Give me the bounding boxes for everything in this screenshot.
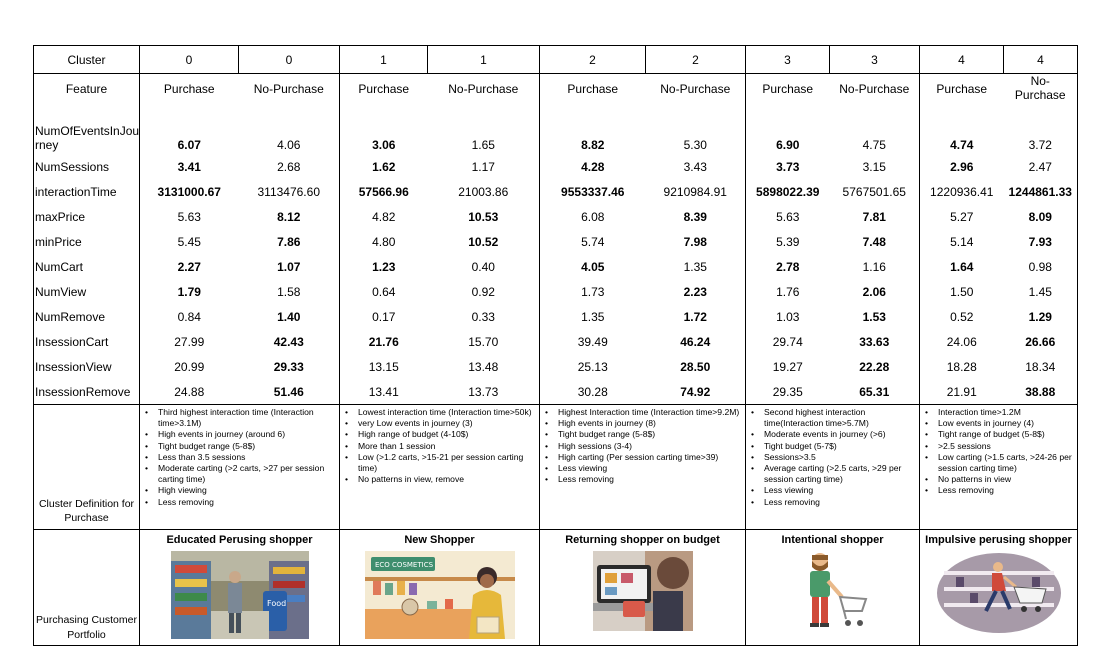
portfolio-title: Educated Perusing shopper	[166, 534, 313, 546]
data-row	[34, 304, 1078, 329]
value-cell: 6.08	[540, 204, 646, 229]
data-row	[34, 154, 1078, 179]
feature-name-line: rney	[35, 138, 59, 152]
eco-cosmetics-sign-text: ECO COSMETICS	[374, 561, 433, 569]
portfolio-title: Impulsive perusing shopper	[925, 534, 1072, 546]
portfolio-cell	[340, 530, 540, 646]
definition-item: • Less removing	[922, 485, 1075, 496]
definition-list	[748, 407, 917, 508]
definition-list	[142, 407, 337, 508]
value-cell: 5.63	[140, 204, 239, 229]
value-cell: 4.75	[862, 138, 886, 152]
definition-item: • More than 1 session	[342, 441, 537, 452]
cluster-id: 2	[646, 46, 746, 74]
definition-item: • Less removing	[142, 497, 337, 508]
definition-item: • Low events in journey (4)	[922, 418, 1075, 429]
value-cell: 1.65	[471, 138, 495, 152]
feature-name: NumRemove	[34, 304, 140, 329]
portfolio-title: Intentional shopper	[781, 534, 884, 546]
feature-name: NumSessions	[34, 154, 140, 179]
value-cell: 39.49	[540, 329, 646, 354]
value-cell: 1.79	[140, 279, 239, 304]
cluster-id: 4	[1004, 46, 1078, 74]
value-cell: 29.74	[746, 329, 830, 354]
value-cell: 1.35	[540, 304, 646, 329]
feature-name: InsessionCart	[34, 329, 140, 354]
value-cell: 8.82	[540, 120, 646, 154]
definition-item: • Second highest interaction time(Interaction time>5.7M)	[748, 407, 917, 429]
value-cell: 29.35	[746, 379, 830, 405]
definition-item: • High viewing	[142, 485, 337, 496]
definition-cell	[140, 405, 340, 530]
definition-item: • High sessions (3-4)	[542, 441, 743, 452]
value-cell: 0.64	[340, 279, 428, 304]
value-cell: 51.46	[273, 384, 304, 399]
definition-row	[34, 405, 1078, 530]
value-cell: 0.40	[471, 259, 495, 274]
value-cell: 24.06	[920, 329, 1004, 354]
value-cell: 0.52	[920, 304, 1004, 329]
definition-cell	[540, 405, 746, 530]
definition-item: • High events in journey (8)	[542, 418, 743, 429]
cluster-header-row	[34, 46, 1078, 74]
value-cell: 15.70	[468, 334, 499, 349]
value-cell: 5.14	[920, 229, 1004, 254]
definition-item: • Less removing	[748, 497, 917, 508]
value-cell: 10.52	[468, 234, 499, 249]
cluster-id: 0	[239, 46, 340, 74]
cluster-id: 1	[428, 46, 540, 74]
data-row	[34, 204, 1078, 229]
portfolio-row	[34, 530, 1078, 646]
data-row	[34, 179, 1078, 204]
value-cell: 6.90	[746, 120, 830, 154]
value-cell: 1220936.41	[920, 179, 1004, 204]
portfolio-cell	[746, 530, 920, 646]
data-row	[34, 279, 1078, 304]
definition-item: • Low (>1.2 carts, >15-21 per session carting time)	[342, 452, 537, 474]
cluster-id: 0	[140, 46, 239, 74]
value-cell: 1.29	[1004, 304, 1078, 329]
data-row	[34, 120, 1078, 154]
definition-item: • Less viewing	[542, 463, 743, 474]
portfolio-cell	[920, 530, 1078, 646]
cluster-table	[33, 45, 1078, 646]
feature-name: minPrice	[34, 229, 140, 254]
running-shopper-illustration	[936, 551, 1062, 635]
outcome-label: Purchase	[140, 74, 239, 121]
value-cell: 0.33	[471, 309, 495, 324]
value-cell: 3.15	[862, 159, 886, 174]
definition-item: • Average carting (>2.5 carts, >29 per session carting time)	[748, 463, 917, 485]
value-cell: 1.76	[746, 279, 830, 304]
value-cell: 5.27	[920, 204, 1004, 229]
value-cell: 2.06	[862, 284, 886, 299]
feature-name: InsessionRemove	[34, 379, 140, 405]
definition-list	[922, 407, 1075, 497]
definition-item: • Less viewing	[748, 485, 917, 496]
portfolio-cell	[540, 530, 746, 646]
value-cell: 57566.96	[340, 179, 428, 204]
value-cell: 1244861.33	[1004, 179, 1078, 204]
value-cell: 4.80	[340, 229, 428, 254]
value-cell: 5898022.39	[746, 179, 830, 204]
value-cell: 9553337.46	[540, 179, 646, 204]
online-shopping-photo	[593, 551, 693, 631]
value-cell: 21.76	[340, 329, 428, 354]
value-cell: 1.72	[683, 309, 707, 324]
definition-item: • very Low events in journey (3)	[342, 418, 537, 429]
feature-name: InsessionView	[34, 354, 140, 379]
data-row	[34, 254, 1078, 279]
portfolio-label: Purchasing Customer Portfolio	[34, 530, 140, 646]
value-cell: 65.31	[859, 384, 890, 399]
feature-name: maxPrice	[34, 204, 140, 229]
definition-item: • High range of budget (4-10$)	[342, 429, 537, 440]
cluster-id: 4	[920, 46, 1004, 74]
value-cell: 20.99	[140, 354, 239, 379]
outcome-label: Purchase	[340, 74, 428, 121]
value-cell: 4.05	[540, 254, 646, 279]
definition-item: • >2.5 sessions	[922, 441, 1075, 452]
outcome-label: No-Purchase	[1004, 74, 1078, 121]
value-cell: 24.88	[140, 379, 239, 405]
value-cell: 4.06	[277, 138, 301, 152]
definition-item: • High carting (Per session carting time>39)	[542, 452, 743, 463]
definition-label: Cluster Definition for Purchase	[34, 405, 140, 530]
value-cell: 1.07	[277, 259, 301, 274]
value-cell: 3.72	[1004, 120, 1078, 154]
value-cell: 13.15	[340, 354, 428, 379]
definition-item: • Tight budget range (5-8$)	[542, 429, 743, 440]
value-cell: 1.23	[340, 254, 428, 279]
value-cell: 1.16	[862, 259, 886, 274]
cosmetics-shop-illustration	[365, 551, 515, 639]
value-cell: 2.78	[746, 254, 830, 279]
value-cell: 1.53	[862, 309, 886, 324]
definition-item: • Highest Interaction time (Interaction time>9.2M)	[542, 407, 743, 418]
definition-item: • Sessions>3.5	[748, 452, 917, 463]
value-cell: 9210984.91	[663, 184, 727, 199]
value-cell: 0.17	[340, 304, 428, 329]
value-cell: 30.28	[540, 379, 646, 405]
definition-item: • Tight budget range (5-8$)	[142, 441, 337, 452]
value-cell: 18.28	[920, 354, 1004, 379]
value-cell: 3113476.60	[257, 184, 320, 199]
value-cell: 5.45	[140, 229, 239, 254]
value-cell: 21.91	[920, 379, 1004, 405]
value-cell: 22.28	[859, 359, 890, 374]
value-cell: 1.64	[920, 254, 1004, 279]
feature-name: NumView	[34, 279, 140, 304]
value-cell: 2.47	[1004, 154, 1078, 179]
value-cell: 1.45	[1004, 279, 1078, 304]
supermarket-aisle-photo	[171, 551, 309, 639]
definition-item: • Moderate events in journey (>6)	[748, 429, 917, 440]
definition-cell	[340, 405, 540, 530]
cluster-id: 3	[746, 46, 830, 74]
value-cell: 19.27	[746, 354, 830, 379]
definition-item: • Less removing	[542, 474, 743, 485]
value-cell: 3.43	[683, 159, 707, 174]
value-cell: 46.24	[680, 334, 711, 349]
outcome-label: Purchase	[920, 74, 1004, 121]
outcome-label: No-Purchase	[253, 82, 324, 96]
value-cell: 7.93	[1004, 229, 1078, 254]
value-cell: 7.48	[862, 234, 886, 249]
definition-item: • Less than 3.5 sessions	[142, 452, 337, 463]
value-cell: 4.28	[540, 154, 646, 179]
outcome-label: No-Purchase	[448, 82, 519, 96]
value-cell: 5.74	[540, 229, 646, 254]
data-row	[34, 329, 1078, 354]
outcome-label: No-Purchase	[839, 82, 910, 96]
definition-list	[542, 407, 743, 485]
value-cell: 1.62	[340, 154, 428, 179]
man-with-cart-illustration	[798, 551, 868, 635]
definition-list	[342, 407, 537, 485]
value-cell: 5.30	[683, 138, 707, 152]
value-cell: 8.09	[1004, 204, 1078, 229]
portfolio-title: New Shopper	[404, 534, 475, 546]
data-row	[34, 229, 1078, 254]
outcome-label: Purchase	[540, 74, 646, 121]
value-cell: 1.35	[683, 259, 707, 274]
value-cell: 5767501.65	[842, 184, 906, 199]
value-cell: 3.41	[140, 154, 239, 179]
feature-label: Feature	[34, 74, 140, 121]
data-row	[34, 379, 1078, 405]
value-cell: 1.73	[540, 279, 646, 304]
value-cell: 6.07	[140, 120, 239, 154]
cluster-id: 3	[830, 46, 920, 74]
feature-header-row	[34, 74, 1078, 121]
value-cell: 21003.86	[458, 184, 509, 199]
value-cell: 74.92	[680, 384, 711, 399]
definition-item: • Third highest interaction time (Interaction time>3.1M)	[142, 407, 337, 429]
value-cell: 28.50	[680, 359, 711, 374]
value-cell: 2.96	[920, 154, 1004, 179]
value-cell: 1.50	[920, 279, 1004, 304]
cluster-label: Cluster	[34, 46, 140, 74]
definition-item: • High events in journey (around 6)	[142, 429, 337, 440]
value-cell: 4.74	[920, 120, 1004, 154]
value-cell: 2.68	[277, 159, 301, 174]
value-cell: 3.73	[746, 154, 830, 179]
value-cell: 5.63	[746, 204, 830, 229]
value-cell: 7.98	[683, 234, 707, 249]
value-cell: 0.92	[471, 284, 495, 299]
feature-name: NumCart	[34, 254, 140, 279]
outcome-label: No-Purchase	[660, 82, 731, 96]
cluster-id: 2	[540, 46, 646, 74]
value-cell: 18.34	[1004, 354, 1078, 379]
data-row	[34, 354, 1078, 379]
definition-cell	[746, 405, 920, 530]
value-cell: 3131000.67	[140, 179, 239, 204]
definition-item: • Interaction time>1.2M	[922, 407, 1075, 418]
definition-item: • Lowest interaction time (Interaction time>50k)	[342, 407, 537, 418]
value-cell: 13.48	[468, 359, 499, 374]
value-cell: 10.53	[468, 209, 499, 224]
definition-item: • Tight range of budget (5-8$)	[922, 429, 1075, 440]
value-cell: 1.03	[746, 304, 830, 329]
value-cell: 8.39	[683, 209, 707, 224]
value-cell: 0.84	[140, 304, 239, 329]
value-cell: 7.86	[277, 234, 301, 249]
value-cell: 5.39	[746, 229, 830, 254]
value-cell: 33.63	[859, 334, 890, 349]
definition-item: • Low carting (>1.5 carts, >24-26 per session carting time)	[922, 452, 1075, 474]
value-cell: 8.12	[277, 209, 301, 224]
value-cell: 13.41	[340, 379, 428, 405]
value-cell: 1.58	[277, 284, 301, 299]
value-cell: 38.88	[1004, 379, 1078, 405]
value-cell: 0.98	[1004, 254, 1078, 279]
outcome-label: Purchase	[746, 74, 830, 121]
food-sign-text: Food	[266, 599, 286, 608]
portfolio-cell	[140, 530, 340, 646]
feature-name	[34, 120, 140, 154]
value-cell: 25.13	[540, 354, 646, 379]
value-cell: 1.17	[471, 159, 495, 174]
value-cell: 1.40	[277, 309, 301, 324]
definition-item: • No patterns in view, remove	[342, 474, 537, 485]
portfolio-title: Returning shopper on budget	[565, 534, 720, 546]
value-cell: 13.73	[468, 384, 499, 399]
value-cell: 27.99	[140, 329, 239, 354]
cluster-id: 1	[340, 46, 428, 74]
feature-name: interactionTime	[34, 179, 140, 204]
value-cell: 26.66	[1004, 329, 1078, 354]
value-cell: 2.23	[683, 284, 707, 299]
definition-item: • No patterns in view	[922, 474, 1075, 485]
value-cell: 2.27	[140, 254, 239, 279]
feature-name-line: NumOfEventsInJou	[35, 124, 140, 138]
value-cell: 42.43	[273, 334, 304, 349]
definition-cell	[920, 405, 1078, 530]
value-cell: 3.06	[340, 120, 428, 154]
value-cell: 29.33	[273, 359, 304, 374]
value-cell: 7.81	[862, 209, 886, 224]
definition-item: • Tight budget (5-7$)	[748, 441, 917, 452]
definition-item: • Moderate carting (>2 carts, >27 per session carting time)	[142, 463, 337, 485]
value-cell: 4.82	[340, 204, 428, 229]
